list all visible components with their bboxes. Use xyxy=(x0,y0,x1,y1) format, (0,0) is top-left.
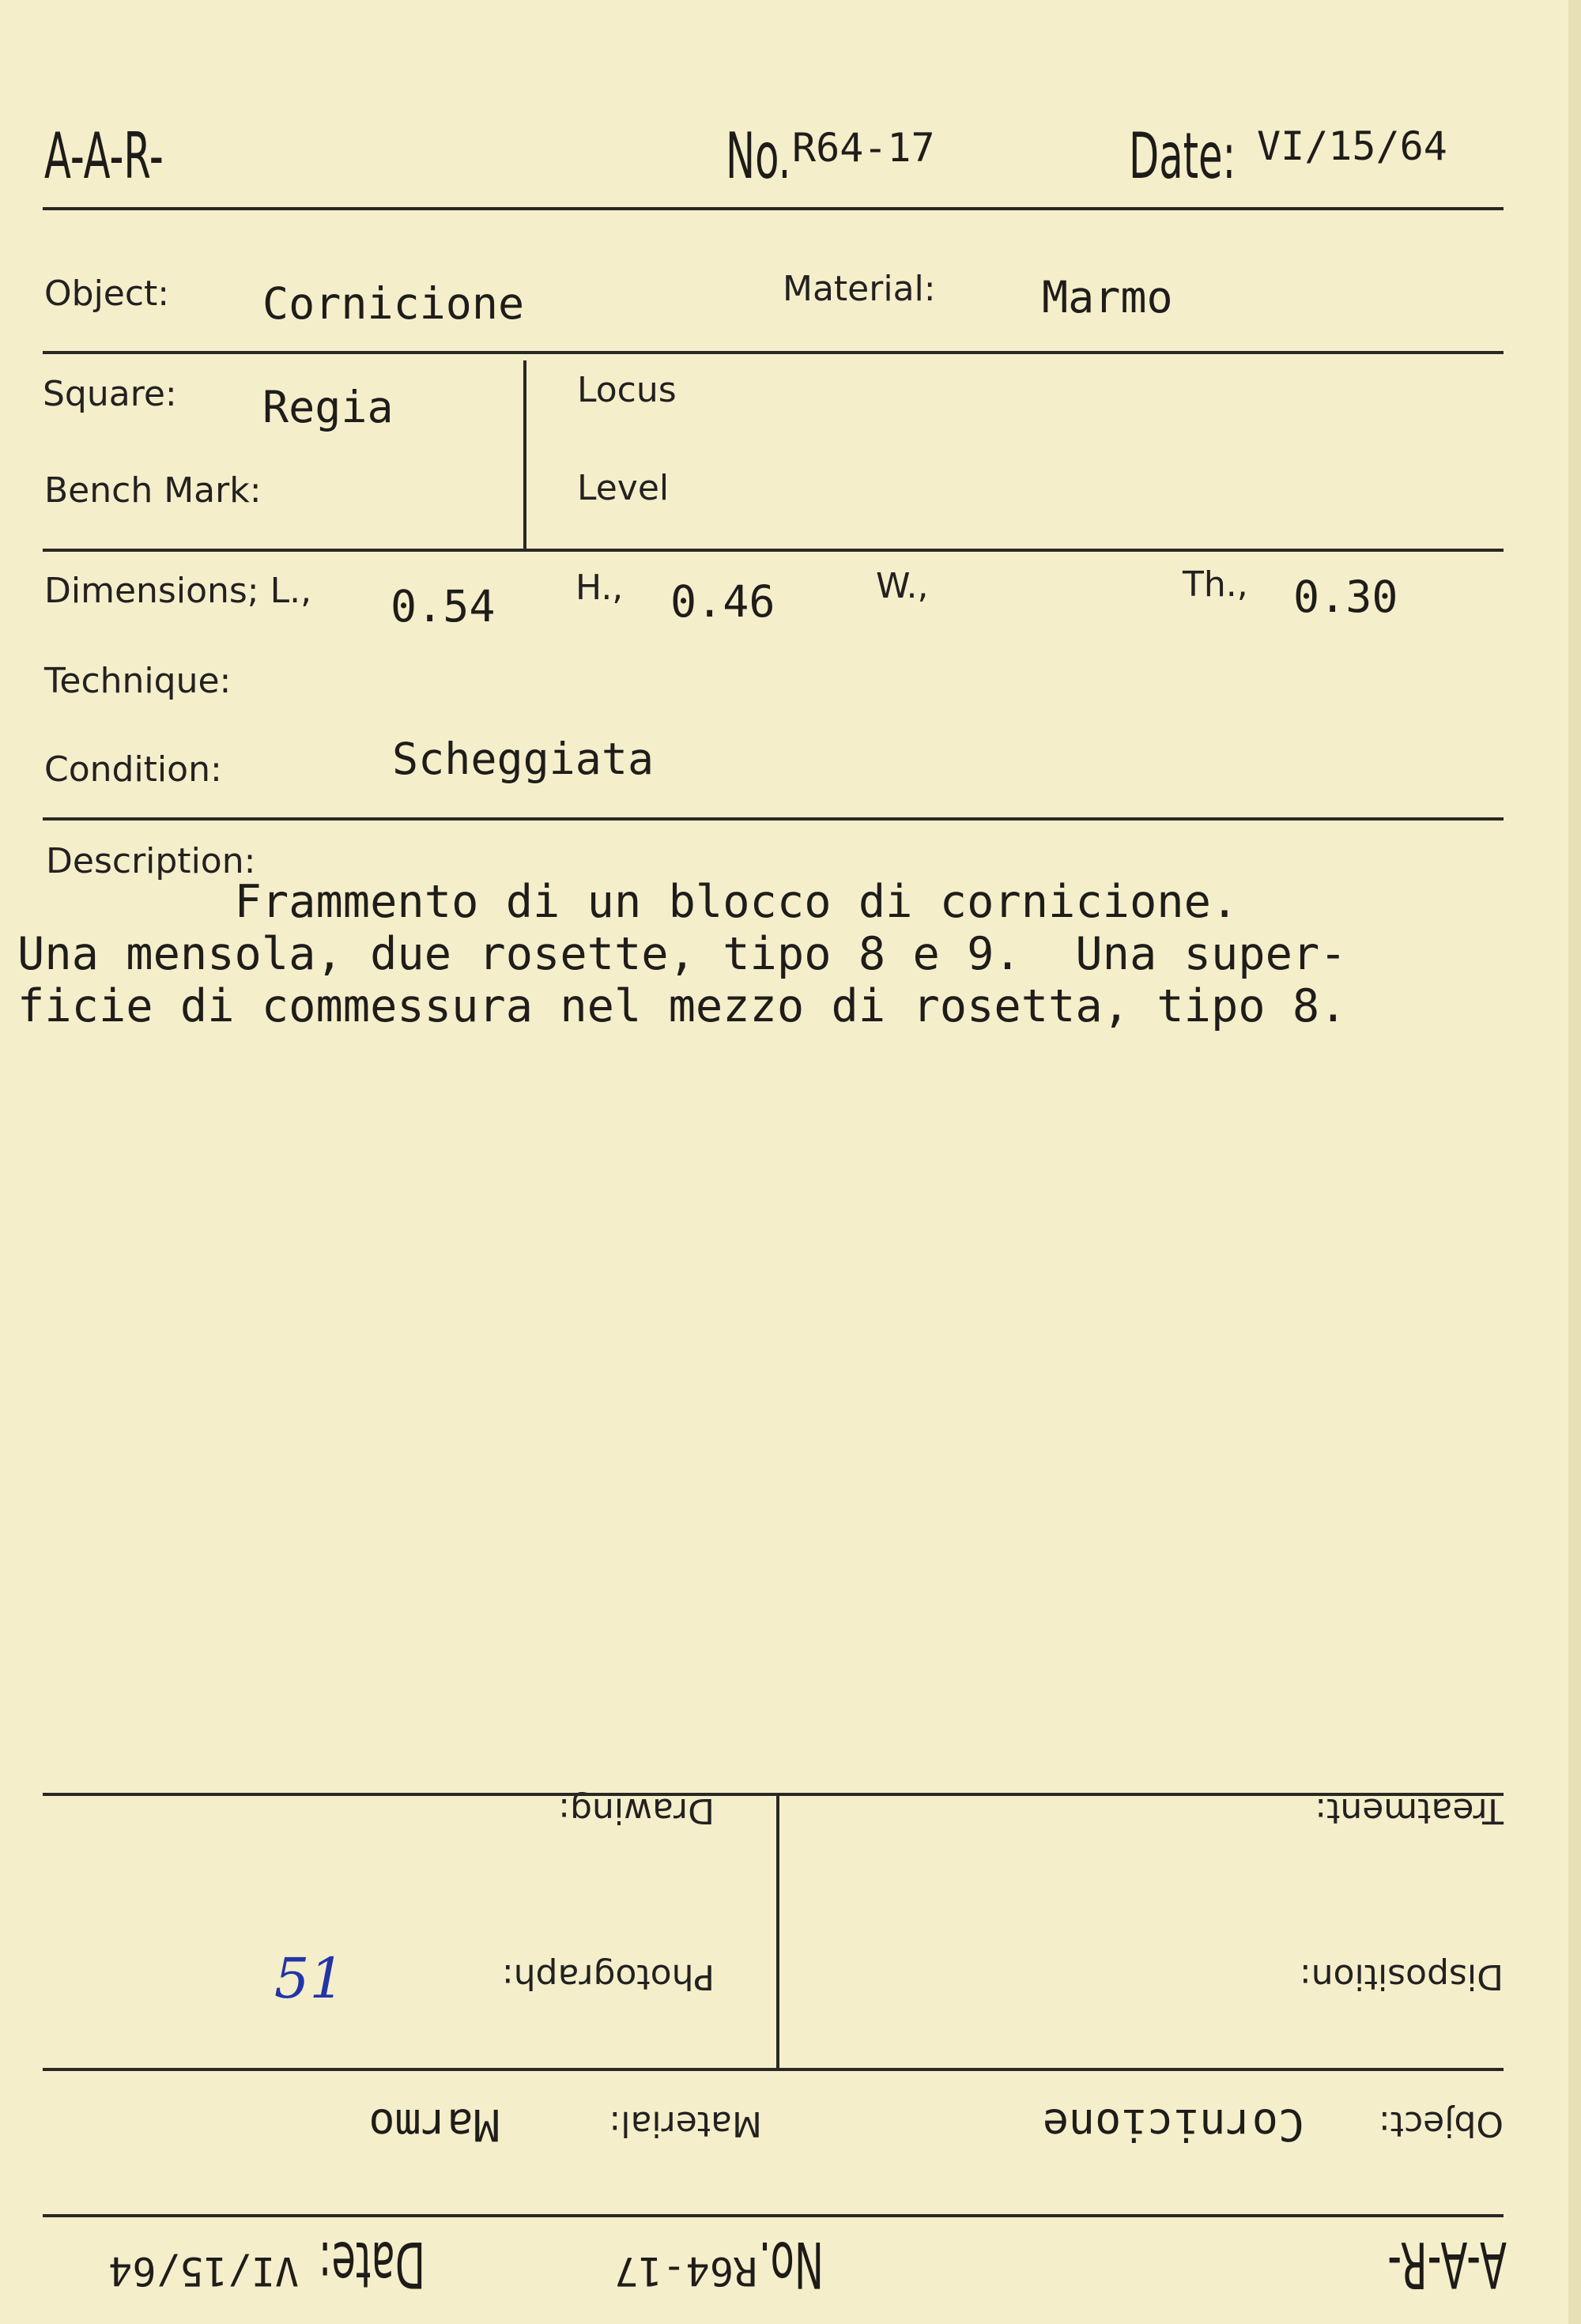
inverted-material-value: Marmo xyxy=(368,2100,500,2150)
bench-mark-label: Bench Mark: xyxy=(44,470,262,511)
number-value: R64-17 xyxy=(792,125,935,171)
dimensions-label: Dimensions; L., xyxy=(44,571,312,611)
object-value: Cornicione xyxy=(262,278,525,329)
drawing-label: Drawing: xyxy=(558,1790,715,1831)
header-rule xyxy=(43,207,1504,210)
date-label: Date: xyxy=(1129,119,1236,193)
inverted-number-value: R64-17 xyxy=(614,2248,757,2294)
description-label: Description: xyxy=(46,841,256,881)
inverted-section xyxy=(0,1613,1581,2324)
inverted-date-label: Date: xyxy=(318,2228,425,2301)
locus-label: Locus xyxy=(577,370,677,410)
inverted-divider xyxy=(776,1796,779,2068)
height-label: H., xyxy=(575,568,624,608)
inverted-header-rule xyxy=(43,2214,1504,2217)
material-label: Material: xyxy=(783,269,936,309)
inverted-date-value: VI/15/64 xyxy=(108,2248,299,2294)
series-heading: A-A-R- xyxy=(44,119,164,193)
condition-rule xyxy=(43,817,1504,821)
condition-value: Scheggiata xyxy=(392,734,655,784)
thickness-value: 0.30 xyxy=(1293,572,1398,622)
condition-label: Condition: xyxy=(44,749,222,790)
length-value: 0.54 xyxy=(391,581,496,632)
disposition-label: Disposition: xyxy=(1299,1956,1504,1997)
photograph-value: 51 xyxy=(274,1946,345,2011)
inverted-object-rule xyxy=(43,2068,1504,2071)
treatment-label: Treatment: xyxy=(1315,1790,1504,1831)
height-value: 0.46 xyxy=(670,576,775,627)
inverted-object-label: Object: xyxy=(1378,2103,1504,2144)
thickness-label: Th., xyxy=(1183,564,1248,605)
photograph-label: Photograph: xyxy=(501,1956,715,1997)
technique-label: Technique: xyxy=(44,661,232,701)
square-value: Regia xyxy=(262,382,394,432)
inverted-section-rule xyxy=(43,1793,1504,1796)
locus-divider xyxy=(523,360,526,549)
square-label: Square: xyxy=(43,374,177,414)
object-label: Object: xyxy=(44,274,170,314)
level-label: Level xyxy=(577,468,670,508)
description-text: Frammento di un blocco di cornicione. Una mensola, due rosette, tipo 8 e 9. Una super- ficie di commessura nel mezzo di rosetta, tipo 8. xyxy=(17,876,1347,1032)
inverted-object-value: Cornicione xyxy=(1042,2100,1304,2150)
inverted-material-label: Material: xyxy=(609,2103,762,2144)
date-value: VI/15/64 xyxy=(1257,123,1447,169)
inverted-number-label: No. xyxy=(758,2228,824,2301)
material-value: Marmo xyxy=(1042,272,1173,323)
locus-rule xyxy=(43,549,1504,552)
width-label: W., xyxy=(876,566,929,606)
number-label: No. xyxy=(726,119,791,193)
object-rule xyxy=(43,351,1504,354)
inverted-series-heading: A-A-R- xyxy=(1387,2228,1507,2301)
